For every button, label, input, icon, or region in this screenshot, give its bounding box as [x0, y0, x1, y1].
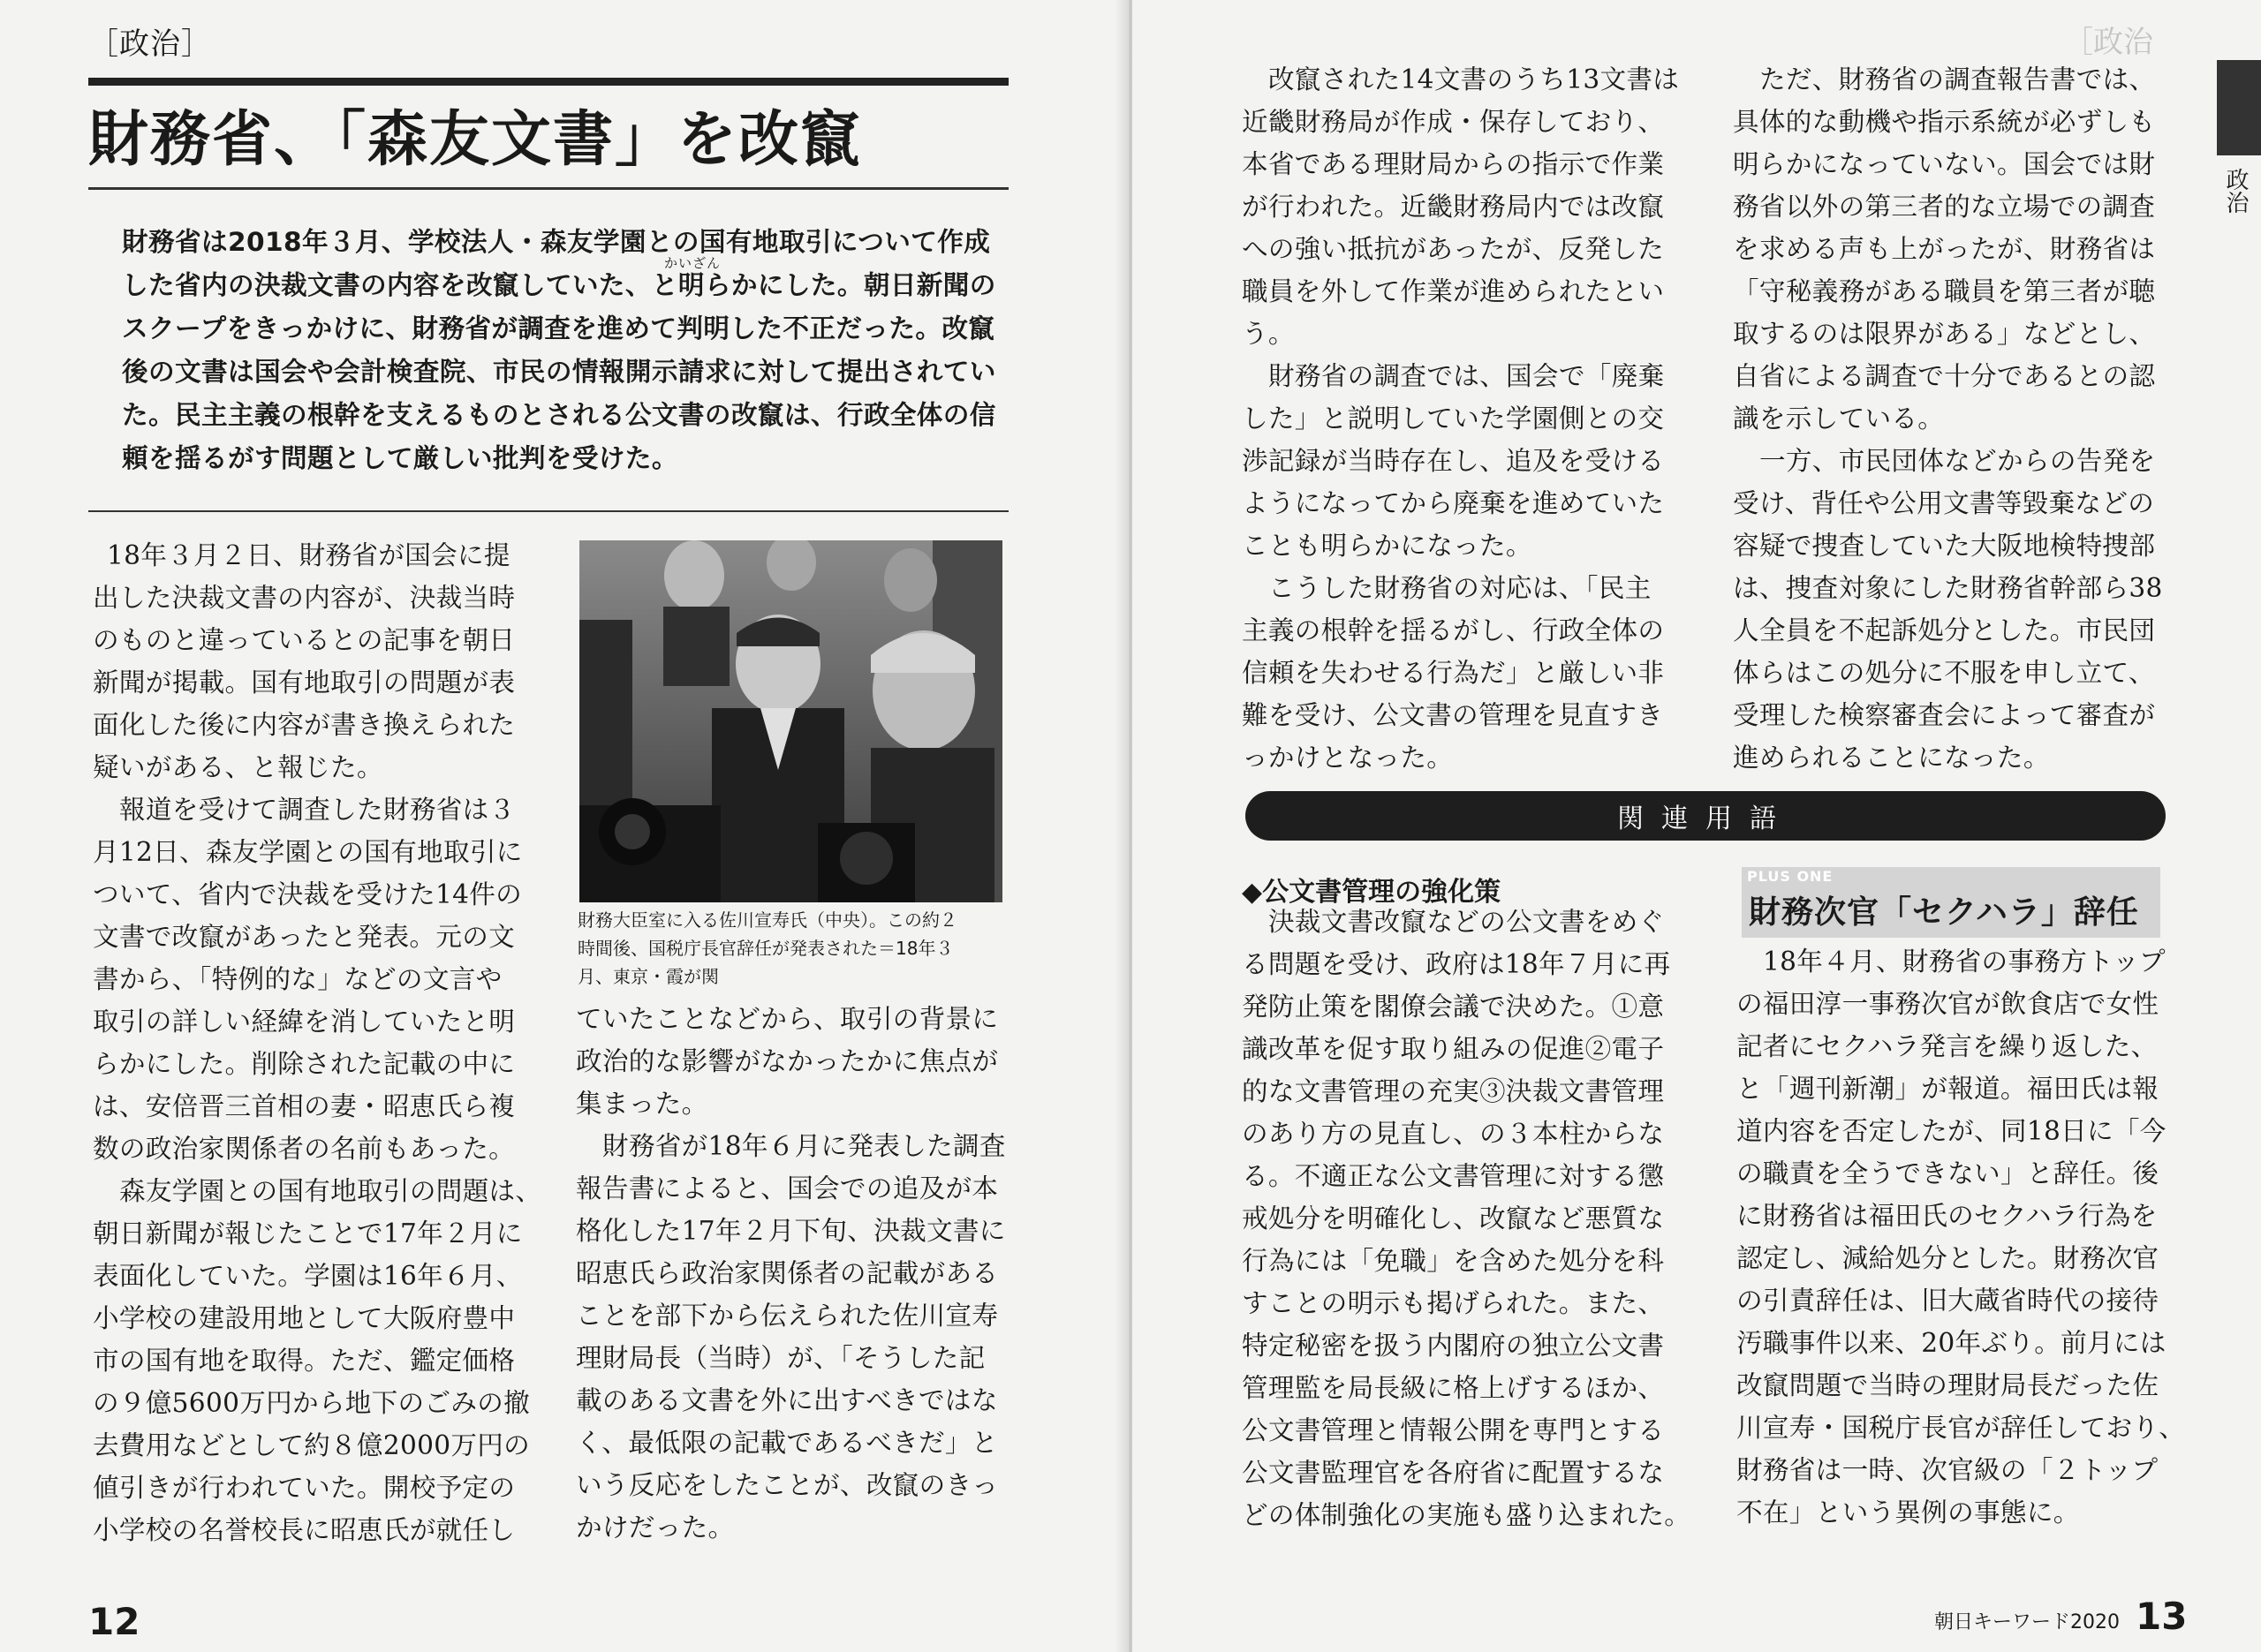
body-line: 特定秘密を扱う内閣府の独立公文書	[1242, 1331, 1665, 1361]
body-line: 取するのは限界がある」などとし、	[1733, 319, 2156, 349]
body-line: 公文書監理官を各府省に配置するな	[1242, 1458, 1665, 1488]
body-line: 職員を外して作業が進められたとい	[1242, 276, 1665, 306]
body-line: 財務省が18年６月に発表した調査	[602, 1131, 1006, 1161]
body-line: 容疑で捜査していた大阪地検特捜部	[1733, 531, 2156, 561]
body-column-b	[576, 998, 1017, 1549]
body-line: 自省による調査で十分であるとの認	[1733, 361, 2156, 391]
body-line: ついて、省内で決裁を受けた14件の	[93, 879, 523, 909]
body-line: のものと違っているとの記事を朝日	[93, 625, 516, 655]
body-line: 格化した17年２月下旬、決裁文書に	[576, 1216, 1006, 1246]
header-rule	[88, 78, 1009, 86]
body-line: ていたことなどから、取引の背景に	[576, 1004, 999, 1034]
lead-line: 後の文書は国会や会計検査院、市民の情報開示請求に対して提出されてい	[122, 357, 996, 387]
page-number-left: 12	[88, 1600, 140, 1643]
body-line: 道内容を否定したが、同18日に「今	[1736, 1116, 2166, 1146]
body-line: 取引の詳しい経緯を消していたと明	[93, 1007, 516, 1037]
body-line: 財務省の調査では、国会で「廃棄	[1268, 361, 1665, 391]
body-line: 公文書管理と情報公開を専門とする	[1242, 1415, 1665, 1445]
body-line: 書から、「特例的な」などの文言や	[93, 964, 503, 994]
body-line: に財務省は福田氏のセクハラ行為を	[1736, 1201, 2158, 1231]
body-line: は、捜査対象にした財務省幹部ら38	[1733, 573, 2163, 603]
related-terms-label: 関連用語	[1617, 803, 1794, 834]
headline-underline	[88, 187, 1009, 190]
plus-one-title: 財務次官「セクハラ」辞任	[1749, 894, 2139, 931]
body-column-e	[1242, 901, 1701, 1536]
body-line: が行われた。近畿財務局内では改竄	[1242, 192, 1665, 222]
news-photo	[579, 540, 1002, 902]
body-line: 出した決裁文書の内容が、決裁当時	[93, 583, 516, 613]
body-column-f	[1736, 940, 2213, 1534]
body-line: 明らかになっていない。国会では財	[1733, 149, 2156, 179]
body-line: 値引きが行われていた。開校予定の	[93, 1473, 516, 1503]
body-line: る問題を受け、政府は18年７月に再	[1242, 949, 1671, 979]
body-line: いう反応をしたことが、改竄のきっ	[576, 1470, 999, 1500]
body-line: 管理監を局長級に格上げするほか、	[1242, 1373, 1665, 1403]
ruby-reading: かいざん	[664, 255, 722, 271]
lead-paragraph	[122, 221, 1005, 480]
body-line: 去費用などとして約８億2000万円の	[93, 1430, 531, 1460]
body-column-d	[1733, 58, 2210, 779]
body-line: 小学校の名誉校長に昭恵氏が就任し	[93, 1515, 516, 1545]
body-line: すことの明示も掲げられた。また、	[1242, 1288, 1665, 1318]
body-line: のあり方の見直し、の３本柱からな	[1242, 1119, 1665, 1149]
left-page	[0, 0, 1129, 1652]
body-line: 新聞が掲載。国有地取引の問題が表	[93, 668, 516, 698]
body-line: 識を示している。	[1733, 404, 1945, 434]
body-line: 昭恵氏ら政治家関係者の記載がある	[576, 1258, 999, 1288]
section-thumb-tab	[2217, 60, 2261, 155]
body-line: 改竄問題で当時の理財局長だった佐	[1736, 1370, 2159, 1400]
body-column-a	[93, 534, 542, 1551]
body-line: こうした財務省の対応は、「民主	[1268, 573, 1652, 603]
lead-line: スクープをきっかけに、財務省が調査を進めて判明した不正だった。改竄	[122, 313, 995, 343]
body-line: を求める声も上がったが、財務省は	[1733, 234, 2156, 264]
body-line: う。	[1242, 319, 1295, 349]
body-line: 近畿財務局が作成・保存しており、	[1242, 107, 1665, 137]
body-line: 人全員を不起訴処分とした。市民団	[1733, 615, 2156, 645]
body-column-c	[1242, 58, 1701, 779]
body-line: 政治的な影響がなかったかに焦点が	[576, 1046, 999, 1076]
body-line: の引責辞任は、旧大蔵省時代の接待	[1736, 1286, 2159, 1316]
body-line: 財務省は一時、次官級の「２トップ	[1736, 1455, 2159, 1485]
body-line: 集まった。	[576, 1089, 708, 1119]
body-line: 具体的な動機や指示系統が必ずしも	[1733, 107, 2156, 137]
body-line: 一方、市民団体などからの告発を	[1759, 446, 2156, 476]
body-line: 載のある文書を外に出すべきではな	[576, 1385, 998, 1415]
caption-line: 財務大臣室に入る佐川宣寿氏（中央）。この約２	[578, 909, 957, 931]
body-line: 改竄された14文書のうち13文書は	[1268, 64, 1680, 94]
body-line: 汚職事件以来、20年ぶり。前月には	[1736, 1328, 2166, 1358]
body-line: 文書で改竄があったと発表。元の文	[93, 922, 516, 952]
body-line: 認定し、減給処分とした。財務次官	[1736, 1243, 2159, 1273]
body-line: 森友学園との国有地取引の問題は、	[119, 1176, 542, 1206]
body-line: 疑いがある、と報じた。	[93, 752, 383, 782]
body-line: る。不適正な公文書管理に対する懲	[1242, 1161, 1665, 1191]
subhead-document-management: ◆公文書管理の強化策	[1242, 877, 1501, 908]
body-line: 表面化していた。学園は16年６月、	[93, 1261, 523, 1291]
body-line: 理財局長（当時）が、「そうした記	[576, 1343, 986, 1373]
body-line: した」と説明していた学園側との交	[1242, 404, 1665, 434]
body-line: は、安倍晋三首相の妻・昭恵氏ら複	[93, 1091, 516, 1121]
body-line: と「週刊新潮」が報道。福田氏は報	[1736, 1074, 2159, 1104]
body-line: 発防止策を閣僚会議で決めた。①意	[1242, 992, 1665, 1022]
caption-line: 月、東京・霞が関	[578, 966, 719, 987]
body-line: への強い抵抗があったが、反発した	[1242, 234, 1665, 264]
lead-divider	[88, 510, 1009, 512]
related-terms-bar	[1245, 791, 2166, 841]
body-line: の福田淳一事務次官が飲食店で女性	[1736, 989, 2159, 1019]
plus-one-tag: PLUS ONE	[1747, 868, 1834, 885]
body-line: の９億5600万円から地下のごみの撤	[93, 1388, 531, 1418]
body-line: 報告書によると、国会での追及が本	[576, 1173, 999, 1203]
ghost-section-tag: ［政治	[2063, 25, 2153, 60]
body-line: 行為には「免職」を含めた処分を科	[1242, 1246, 1665, 1276]
headline: 財務省、「森友文書」を改竄	[88, 105, 863, 175]
body-line: 朝日新聞が報じたことで17年２月に	[93, 1218, 523, 1248]
body-line: 川宣寿・国税庁長官が辞任しており、	[1736, 1413, 2186, 1443]
body-line: 的な文書管理の充実③決裁文書管理	[1242, 1076, 1665, 1106]
body-line: っかけとなった。	[1242, 743, 1454, 773]
body-line: 識改革を促す取り組みの促進②電子	[1242, 1034, 1665, 1064]
lead-line: 財務省は2018年３月、学校法人・森友学園との国有地取引について作成	[122, 227, 991, 257]
body-line: く、最低限の記載であるべきだ」と	[576, 1428, 998, 1458]
body-line: 受理した検察審査会によって審査が	[1733, 700, 2156, 730]
caption-line: 時間後、国税庁長官辞任が発表された＝18年３	[578, 938, 954, 959]
body-line: 市の国有地を取得。ただ、鑑定価格	[93, 1346, 516, 1376]
running-footer: 朝日キーワード2020	[1934, 1611, 2120, 1633]
page-number-right: 13	[2136, 1595, 2188, 1638]
body-line: 報道を受けて調査した財務省は３	[119, 795, 516, 825]
body-line: 数の政治家関係者の名前もあった。	[93, 1134, 516, 1164]
body-line: 信頼を失わせる行為だ」と厳しい非	[1242, 658, 1665, 688]
body-line: 月12日、森友学園との国有地取引に	[93, 837, 523, 867]
lead-line: した省内の決裁文書の内容を改竄していた、と明らかにした。朝日新聞の	[122, 270, 996, 300]
body-line: らかにした。削除された記載の中に	[93, 1049, 516, 1079]
body-line: 小学校の建設用地として大阪府豊中	[93, 1303, 516, 1333]
body-line: ただ、財務省の調査報告書では、	[1759, 64, 2156, 94]
body-line: 18年４月、財務省の事務方トップ	[1763, 947, 2166, 977]
body-line: 面化した後に内容が書き換えられた	[93, 710, 516, 740]
body-line: ようになってから廃棄を進めていた	[1242, 488, 1665, 518]
body-line: 受け、背任や公用文書等毀棄などの	[1733, 488, 2155, 518]
body-line: 18年３月２日、財務省が国会に提	[107, 540, 510, 570]
body-line: の職責を全うできない」と辞任。後	[1736, 1158, 2159, 1188]
body-line: 難を受け、公文書の管理を見直すき	[1242, 700, 1664, 730]
photo-caption	[578, 906, 1010, 991]
body-line: 主義の根幹を揺るがし、行政全体の	[1242, 615, 1665, 645]
section-tag: ［政治］	[88, 26, 212, 62]
body-line: かけだった。	[576, 1512, 735, 1543]
body-line: 本省である理財局からの指示で作業	[1242, 149, 1665, 179]
body-line: 記者にセクハラ発言を繰り返した、	[1736, 1031, 2158, 1061]
body-line: 進められることになった。	[1733, 743, 2050, 773]
body-line: どの体制強化の実施も盛り込まれた。	[1242, 1500, 1691, 1530]
body-line: 不在」という異例の事態に。	[1736, 1497, 2080, 1528]
body-line: 「守秘義務がある職員を第三者が聴	[1733, 276, 2156, 306]
body-line: 務省以外の第三者的な立場での調査	[1733, 192, 2156, 222]
body-line: ことも明らかになった。	[1242, 531, 1532, 561]
body-line: ことを部下から伝えられた佐川宣寿	[576, 1301, 999, 1331]
body-line: 渉記録が当時存在し、追及を受ける	[1242, 446, 1665, 476]
body-line: 決裁文書改竄などの公文書をめぐ	[1268, 907, 1665, 937]
photo-illustration	[579, 540, 1002, 902]
body-line: 戒処分を明確化し、改竄など悪質な	[1242, 1203, 1665, 1233]
body-line: 体らはこの処分に不服を申し立て、	[1733, 658, 2155, 688]
section-side-label: 政治	[2222, 168, 2249, 214]
lead-line: た。民主主義の根幹を支えるものとされる公文書の改竄は、行政全体の信	[122, 400, 996, 430]
lead-line: 頼を揺るがす問題として厳しい批判を受けた。	[122, 443, 678, 473]
